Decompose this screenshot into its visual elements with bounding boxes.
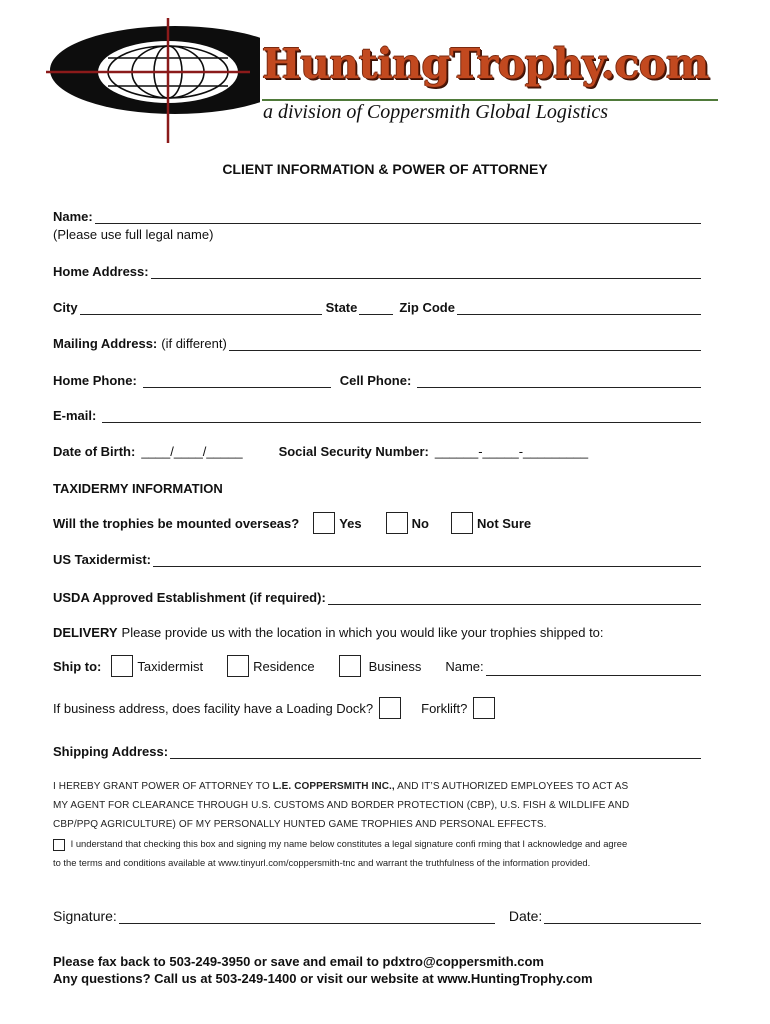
- dob-field[interactable]: ____/____/_____: [141, 444, 243, 459]
- usda-label: USDA Approved Establishment (if required):: [53, 590, 326, 605]
- ship-name-label: Name:: [445, 658, 484, 674]
- mailing-address-label: Mailing Address:: [53, 336, 158, 351]
- delivery-heading: DELIVERY: [53, 625, 118, 640]
- email-row: [53, 405, 701, 423]
- home-address-label: Home Address:: [53, 264, 149, 279]
- name-hint: (Please use full legal name): [53, 227, 214, 242]
- email-field[interactable]: [102, 410, 701, 423]
- state-field[interactable]: [359, 302, 393, 315]
- home-phone-label: Home Phone:: [53, 373, 137, 388]
- name-field[interactable]: [95, 211, 701, 224]
- poa-line-2: MY AGENT FOR CLEARANCE THROUGH U.S. CUSTOMS AND BORDER PROTECTION (CBP), U.S. FISH & WILDLIFE AND: [53, 800, 630, 811]
- date-label: Date:: [508, 908, 543, 924]
- consent-statement: [53, 834, 713, 872]
- overseas-row: [53, 512, 701, 534]
- brand-wordmark: HuntingTrophy.com: [262, 40, 709, 88]
- delivery-row: [53, 622, 701, 640]
- forklift-question: Forklift?: [421, 700, 468, 716]
- city-state-zip-row: [53, 297, 701, 315]
- overseas-not-sure-label: Not Sure: [476, 515, 532, 531]
- ship-residence-checkbox[interactable]: [227, 655, 249, 677]
- ship-to-row: [53, 655, 701, 677]
- signature-row: [53, 906, 701, 924]
- consent-checkbox[interactable]: [53, 839, 65, 851]
- usda-field[interactable]: [328, 592, 701, 605]
- phone-row: [53, 370, 701, 388]
- shipping-address-field[interactable]: [170, 746, 701, 759]
- delivery-instruction: Please provide us with the location in which you would like your trophies shipped to:: [121, 625, 604, 640]
- city-field[interactable]: [80, 302, 322, 315]
- shipping-address-label: Shipping Address:: [53, 744, 169, 759]
- ship-taxidermist-label: Taxidermist: [137, 658, 204, 674]
- overseas-not-sure-checkbox[interactable]: [451, 512, 473, 534]
- zip-field[interactable]: [457, 302, 701, 315]
- ship-to-label: Ship to:: [53, 658, 102, 674]
- footer-line-1: Please fax back to 503-249-3950 or save and email to pdxtro@coppersmith.com: [53, 954, 544, 969]
- us-taxidermist-row: [53, 549, 701, 567]
- overseas-yes-checkbox[interactable]: [313, 512, 335, 534]
- poa-statement: [53, 777, 713, 834]
- forklift-checkbox[interactable]: [473, 697, 495, 719]
- home-phone-field[interactable]: [143, 375, 331, 388]
- taxidermy-heading-row: [53, 478, 701, 496]
- footer-line-2: Any questions? Call us at 503-249-1400 or visit our website at www.HuntingTrophy.com: [53, 971, 593, 986]
- shipping-address-row: [53, 741, 701, 759]
- cell-phone-field[interactable]: [417, 375, 701, 388]
- signature-field[interactable]: [119, 911, 495, 924]
- name-row: [53, 206, 701, 224]
- ship-residence-label: Residence: [253, 658, 315, 674]
- signature-label: Signature:: [53, 908, 117, 924]
- overseas-question: Will the trophies be mounted overseas?: [53, 515, 300, 531]
- page-title: CLIENT INFORMATION & POWER OF ATTORNEY: [222, 161, 548, 177]
- overseas-no-label: No: [411, 515, 429, 531]
- dob-ssn-row: [53, 441, 701, 459]
- overseas-no-checkbox[interactable]: [386, 512, 408, 534]
- loading-dock-checkbox[interactable]: [379, 697, 401, 719]
- cell-phone-label: Cell Phone:: [339, 373, 412, 388]
- brand-subtitle: a division of Coppersmith Global Logistics: [263, 101, 609, 123]
- zip-label: Zip Code: [399, 300, 455, 315]
- ship-business-label: Business: [368, 658, 422, 674]
- mailing-address-row: [53, 333, 701, 351]
- poa-line-3: CBP/PPQ AGRICULTURE) OF MY PERSONALLY HUNTED GAME TROPHIES AND PERSONAL EFFECTS.: [53, 819, 547, 830]
- state-label: State: [325, 300, 358, 315]
- consent-line-2: to the terms and conditions available at www.tinyurl.com/coppersmith-tnc and warrant the truthfulness of the information provided.: [53, 857, 591, 868]
- ship-name-field[interactable]: [486, 661, 701, 676]
- usda-row: [53, 587, 701, 605]
- poa-company: L.E. COPPERSMITH INC.,: [272, 781, 395, 792]
- mailing-address-field[interactable]: [229, 338, 701, 351]
- dob-label: Date of Birth:: [53, 444, 136, 459]
- home-address-field[interactable]: [151, 266, 701, 279]
- ssn-field[interactable]: ______-_____-_________: [434, 444, 589, 459]
- footer: [53, 953, 733, 987]
- us-taxidermist-label: US Taxidermist:: [53, 552, 152, 567]
- name-hint-row: [53, 224, 701, 242]
- name-label: Name:: [53, 209, 93, 224]
- ssn-label: Social Security Number:: [278, 444, 429, 459]
- overseas-yes-label: Yes: [339, 515, 362, 531]
- taxidermy-heading: TAXIDERMY INFORMATION: [53, 481, 223, 496]
- home-address-row: [53, 261, 701, 279]
- consent-line-1: I understand that checking this box and signing my name below constitutes a legal signature confi rming that I acknowledge and agree: [70, 838, 628, 849]
- email-label: E-mail:: [53, 408, 97, 423]
- us-taxidermist-field[interactable]: [153, 554, 701, 567]
- city-label: City: [53, 300, 78, 315]
- poa-line-1: I HEREBY GRANT POWER OF ATTORNEY TO L.E. COPPERSMITH INC., AND IT’S AUTHORIZED EMPLOYEES TO ACT AS: [53, 781, 629, 792]
- ship-business-checkbox[interactable]: [339, 655, 361, 677]
- loading-dock-question: If business address, does facility have a Loading Dock?: [53, 700, 374, 716]
- globe-crosshair-icon: [40, 18, 260, 143]
- date-field[interactable]: [544, 911, 701, 924]
- ship-taxidermist-checkbox[interactable]: [111, 655, 133, 677]
- loading-dock-row: [53, 697, 701, 719]
- mailing-address-hint: (if different): [161, 336, 227, 351]
